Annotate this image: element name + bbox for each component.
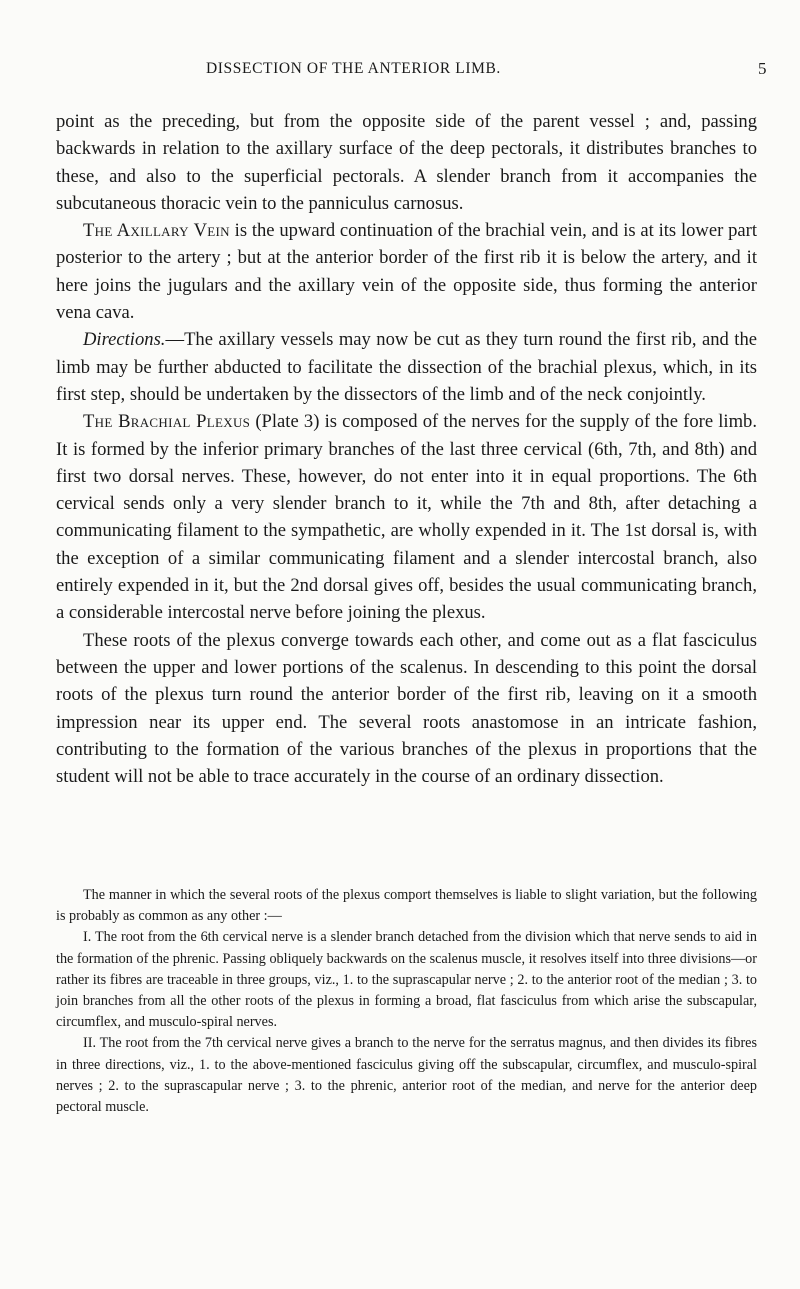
paragraph-continued: point as the preceding, but from the opposite side of the parent vessel ; and, passing backwards in relation to the axillary surface of the deep pectorals, it distributes branches to these, and also to the superficial pectorals. A slender branch from it accompanies the subcutaneous thoracic vein to the panniculus carnosus. xyxy=(56,111,757,214)
directions-text: —The axillary vessels may now be cut as they turn round the first rib, and the limb may be further abducted to facilitate the dissection of the brachial plexus, which, in its first step, should be undertaken by the dissectors of the limb and of the neck conjointly. xyxy=(56,329,757,405)
paragraph-directions xyxy=(56,326,757,408)
note-sixth-cervical: I. The root from the 6th cervical nerve is a slender branch detached from the division which that nerve sends to aid in the formation of the phrenic. Passing obliquely backwards on the scalenus muscle, it resolves itself into three divisions—or rather its fibres are traceable in three groups, viz., 1. to the suprascapular nerve ; 2. to the anterior root of the median ; 3. to join branches from all the other roots of the plexus in forming a broad, flat fasciculus from which arise the subscapular, circumflex, and musculo-spiral nerves. xyxy=(56,929,757,1031)
brachial-plexus-heading: The Brachial Plexus xyxy=(83,411,251,433)
axillary-vein-heading: The Axillary Vein xyxy=(83,220,230,242)
main-text xyxy=(56,108,757,790)
note-seventh-cervical: II. The root from the 7th cervical nerve gives a branch to the nerve for the serratus magnus, and then divides its fibres in three directions, viz., 1. to the above-mentioned fasciculus giving off the subscapular, circumflex, and musculo-spiral nerves ; 2. to the suprascapular nerve ; 3. to the phrenic, anterior root of the median, and nerve for the anterior deep pectoral muscle. xyxy=(56,1035,757,1116)
paragraph-axillary-vein xyxy=(56,217,757,326)
directions-label: Directions. xyxy=(83,329,166,351)
running-head: DISSECTION OF THE ANTERIOR LIMB. xyxy=(206,60,501,77)
paragraph-plexus-roots: These roots of the plexus converge towards each other, and come out as a flat fasciculus between the upper and lower portions of the scalenus. In descending to this point the dorsal roots of the plexus turn round the anterior border of the first rib, leaving on it a smooth impression near its upper end. The several roots anastomose in an intricate fashion, contributing to the formation of the various branches of the plexus in proportions that the student will not be able to trace accurately in the course of an ordinary dissection. xyxy=(56,629,757,788)
paragraph-brachial-plexus xyxy=(56,408,757,626)
note-intro: The manner in which the several roots of the plexus comport themselves is liable to slight variation, but the following is probably as common as any other :— xyxy=(56,887,757,925)
axillary-vein-text: is the upward continuation of the brachial vein, and is at its lower part posterior to the artery ; but at the anterior border of the first rib it is below the artery, and it here joins the jugulars and the axillary vein of the opposite side, thus forming the anterior vena cava. xyxy=(56,220,757,324)
brachial-plexus-text: (Plate 3) is composed of the nerves for the supply of the fore limb. It is formed by the inferior primary branches of the last three cervical (6th, 7th, and 8th) and first two dorsal nerves. These, however, do not enter into it in equal proportions. The 6th cervical sends only a very slender branch to it, while the 7th and 8th, after detaching a communicating filament to the sympathetic, are wholly expended in it. The 1st dorsal is, with the exception of a similar communicating filament and a slender intercostal branch, also entirely expended in it, but the 2nd dorsal gives off, besides the usual communicating branch, a considerable intercostal nerve before joining the plexus. xyxy=(56,411,758,624)
small-print-notes xyxy=(56,885,757,1118)
page-number: 5 xyxy=(758,59,767,78)
